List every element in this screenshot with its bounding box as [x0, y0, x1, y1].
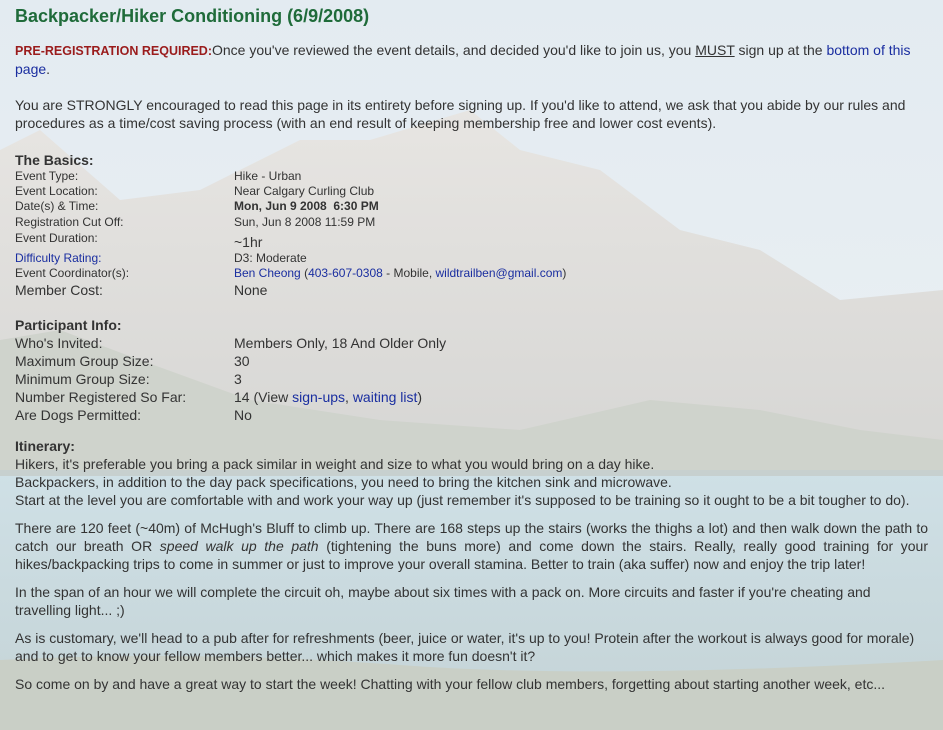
event-location-label: Event Location:: [15, 184, 98, 199]
event-duration-row: [15, 230, 928, 251]
links-separator: ,: [345, 389, 353, 406]
participant-heading: Participant Info:: [15, 317, 122, 334]
must-text: MUST: [695, 42, 735, 58]
event-title: Backpacker/Hiker Conditioning (6/9/2008): [15, 6, 370, 26]
registration-cutoff-label: Registration Cut Off:: [15, 214, 124, 229]
event-coordinator-row: [15, 266, 928, 281]
preregistration-notice: [15, 41, 928, 78]
event-duration-label: Event Duration:: [15, 230, 98, 245]
registered-label: Number Registered So Far:: [15, 389, 187, 406]
date-time-value: Mon, Jun 9 2008 6:30 PM: [234, 199, 379, 214]
registered-row: [15, 388, 928, 406]
max-group-row: [15, 352, 928, 370]
event-location-value: Near Calgary Curling Club: [234, 184, 375, 199]
event-duration-value: ~1hr: [234, 233, 263, 250]
min-group-label: Minimum Group Size:: [15, 371, 150, 388]
coordinator-name-link[interactable]: Ben Cheong: [234, 266, 301, 281]
registered-value: [234, 388, 422, 406]
route-text-b: (tightening the buns more) and come down the stairs. Really, really good training for your hikes/backpacking trips to come in summer or just to improve your overall stamina. Better to train (aka suffer) now and enjoy the trip later!: [15, 538, 929, 573]
event-type-row: [15, 169, 928, 184]
registration-cutoff-row: [15, 215, 928, 230]
signups-link[interactable]: sign-ups: [292, 389, 346, 406]
participant-section: [15, 317, 928, 424]
itinerary-circuit-paragraph: In the span of an hour we will complete the circuit oh, maybe about six times with a pack on. More circuits and faster if you're cheating and travelling light... ;): [15, 584, 871, 619]
itinerary-heading: Itinerary:: [15, 438, 75, 455]
event-type-value: Hike - Urban: [234, 169, 302, 183]
max-group-label: Maximum Group Size:: [15, 353, 154, 370]
itinerary-section: [15, 438, 928, 693]
member-cost-label: Member Cost:: [15, 282, 103, 299]
waiting-list-link[interactable]: waiting list: [352, 389, 418, 406]
min-group-row: [15, 370, 928, 388]
min-group-value: 3: [234, 371, 242, 388]
date-time-row: [15, 199, 928, 214]
difficulty-row: [15, 251, 928, 266]
itinerary-line-backpackers: Backpackers, in addition to the day pack specifications, you need to bring the kitchen sink and microwave.: [15, 474, 672, 491]
registration-cutoff-value: Sun, Jun 8 2008 11:59 PM: [234, 214, 376, 229]
whos-invited-label: Who's Invited:: [15, 335, 103, 352]
dogs-label: Are Dogs Permitted:: [15, 407, 142, 424]
member-cost-row: [15, 281, 928, 299]
member-cost-value: None: [234, 282, 268, 299]
preregistration-text-2: sign up at the: [734, 42, 827, 58]
basics-section: [15, 152, 928, 299]
itinerary-line-start: Start at the level you are comfortable with and work your way up (just remember it's supposed to be training so it ought to be a bit tougher to do).: [15, 492, 910, 509]
bottom-of-page-link[interactable]: bottom of this page: [15, 42, 911, 77]
coordinator-phone-open: (: [300, 266, 309, 281]
preregistration-text-1: Once you've reviewed the event details, and decided you'd like to join us, you: [212, 42, 696, 58]
event-location-row: [15, 184, 928, 199]
event-type-label: Event Type:: [15, 169, 79, 183]
itinerary-line-hikers: Hikers, it's preferable you bring a pack similar in weight and size to what you would bring on a day hike.: [15, 456, 655, 473]
max-group-value: 30: [234, 353, 250, 370]
dogs-value: No: [234, 407, 252, 424]
preregistration-label: PRE-REGISTRATION REQUIRED:: [15, 44, 212, 58]
basics-heading: The Basics:: [15, 152, 94, 168]
coordinator-phone-type: - Mobile,: [382, 266, 436, 281]
itinerary-closing-paragraph: So come on by and have a great way to start the week! Chatting with your fellow club members, forgetting about starting another week, etc...: [15, 676, 886, 693]
coordinator-phone-link[interactable]: 403-607-0308: [308, 266, 383, 281]
read-notice: You are STRONGLY encouraged to read this page in its entirety before signing up. If you'd like to attend, we ask that you abide by our rules and procedures as a time/cost saving process (with an end result of keeping membership free and lower cost events).: [15, 97, 906, 131]
whos-invited-value: Members Only, 18 And Older Only: [234, 335, 447, 352]
whos-invited-row: [15, 334, 928, 352]
route-text-italic: speed walk up the path: [159, 538, 319, 555]
itinerary-pub-paragraph: As is customary, we'll head to a pub after for refreshments (beer, juice or water, it's up to you! Protein after the workout is always good for morale) and to get to know your fellow members better... which makes it more fun doesn't it?: [15, 630, 915, 665]
date-time-label: Date(s) & Time:: [15, 199, 99, 214]
dogs-row: [15, 406, 928, 424]
coordinator-close: ): [562, 266, 567, 281]
itinerary-route-paragraph: [15, 519, 928, 573]
registered-count: 14 (View: [234, 389, 293, 406]
route-text-a: There are 120 feet (~40m) of McHugh's Bluff to climb up. There are 168 steps up the stairs (works the thighs a lot) and then walk down the path to catch our breath OR: [15, 520, 928, 555]
difficulty-rating-link[interactable]: Difficulty Rating:: [15, 250, 102, 265]
coordinator-email-link[interactable]: wildtrailben@gmail.com: [435, 266, 563, 281]
difficulty-value: D3: Moderate: [234, 250, 307, 265]
event-coordinator-label: Event Coordinator(s):: [15, 266, 130, 281]
preregistration-end: .: [46, 61, 51, 77]
event-coordinator-value: [234, 266, 566, 281]
registered-close: ): [417, 389, 423, 406]
